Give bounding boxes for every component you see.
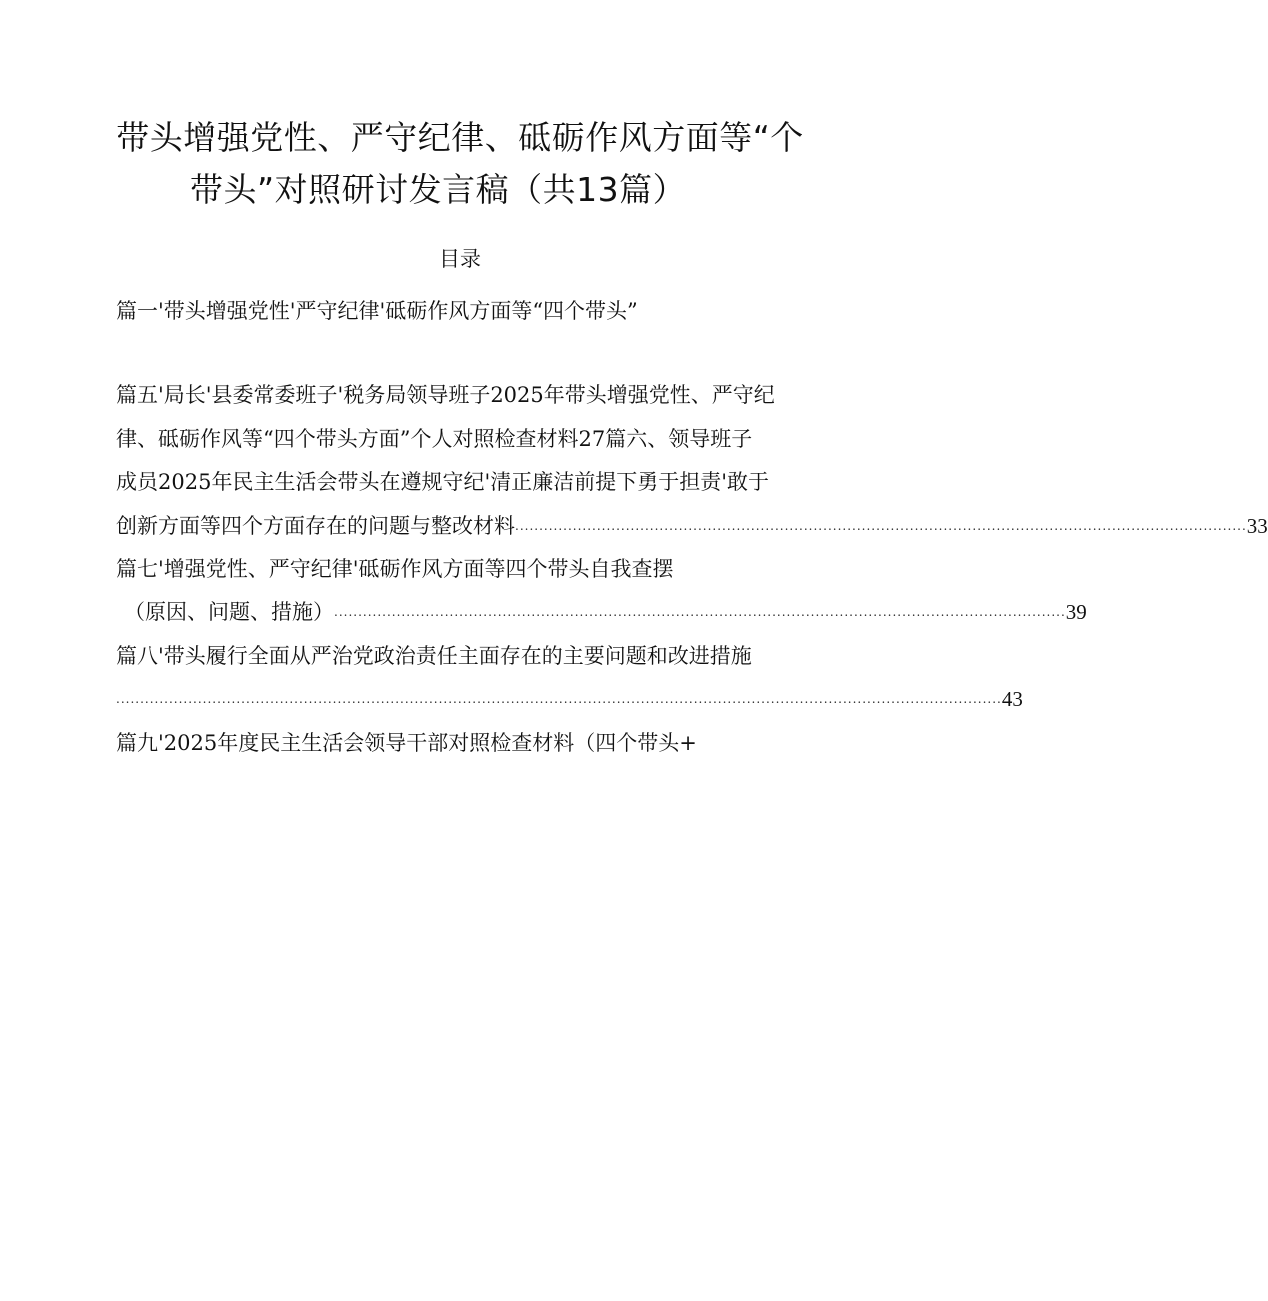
toc-entry-8-page: 43 <box>1001 687 1023 711</box>
toc-entry-1[interactable]: 篇一'带头增强党性'严守纪律'砥砺作风方面等“四个带头” <box>116 299 638 323</box>
toc-entry-6-line-1[interactable]: 成员2025年民主生活会带头在遵规守纪'清正廉洁前提下勇于担责'敢于 <box>116 470 769 494</box>
leader-dots: ........................................................................................................................................................ <box>515 519 1247 533</box>
toc-entry-9[interactable]: 篇九'2025年度民主生活会领导干部对照检查材料（四个带头+ <box>116 731 697 755</box>
title-line-1: 带头增强党性、严守纪律、砥砺作风方面等“个 <box>116 118 804 157</box>
toc-entry-6-text: 创新方面等四个方面存在的问题与整改材料 <box>116 514 515 538</box>
toc-entry-6-page: 33 <box>1246 514 1268 538</box>
toc-entry-8-line-1[interactable]: 篇八'带头履行全面从严治党政治责任主面存在的主要问题和改进措施 <box>116 644 752 668</box>
toc-entry-6-line-2[interactable] <box>116 511 1268 541</box>
toc-entry-5-line-1[interactable]: 篇五'局长'县委常委班子'税务局领导班子2025年带头增强党性、严守纪 <box>116 383 775 407</box>
toc-entry-7-line-1[interactable]: 篇七'增强党性、严守纪律'砥砺作风方面等四个带头自我查摆 <box>116 557 674 581</box>
toc-heading: 目录 <box>439 247 481 271</box>
toc-entry-7-page: 39 <box>1065 600 1087 624</box>
leader-dots: ........................................................................................................................................................................................ <box>116 692 1002 706</box>
title-line-2: 带头”对照研讨发言稿（共13篇） <box>190 170 687 209</box>
leader-dots: ........................................................................................................................................................ <box>334 605 1066 619</box>
toc-entry-5-line-2[interactable]: 律、砥砺作风等“四个带头方面”个人对照检查材料27篇六、领导班子 <box>116 427 753 451</box>
toc-entry-7-line-2[interactable] <box>116 597 1087 627</box>
toc-entry-7-text: （原因、问题、措施） <box>124 600 334 624</box>
document-title <box>60 112 860 216</box>
toc-entry-8-line-2[interactable] <box>116 684 1023 714</box>
